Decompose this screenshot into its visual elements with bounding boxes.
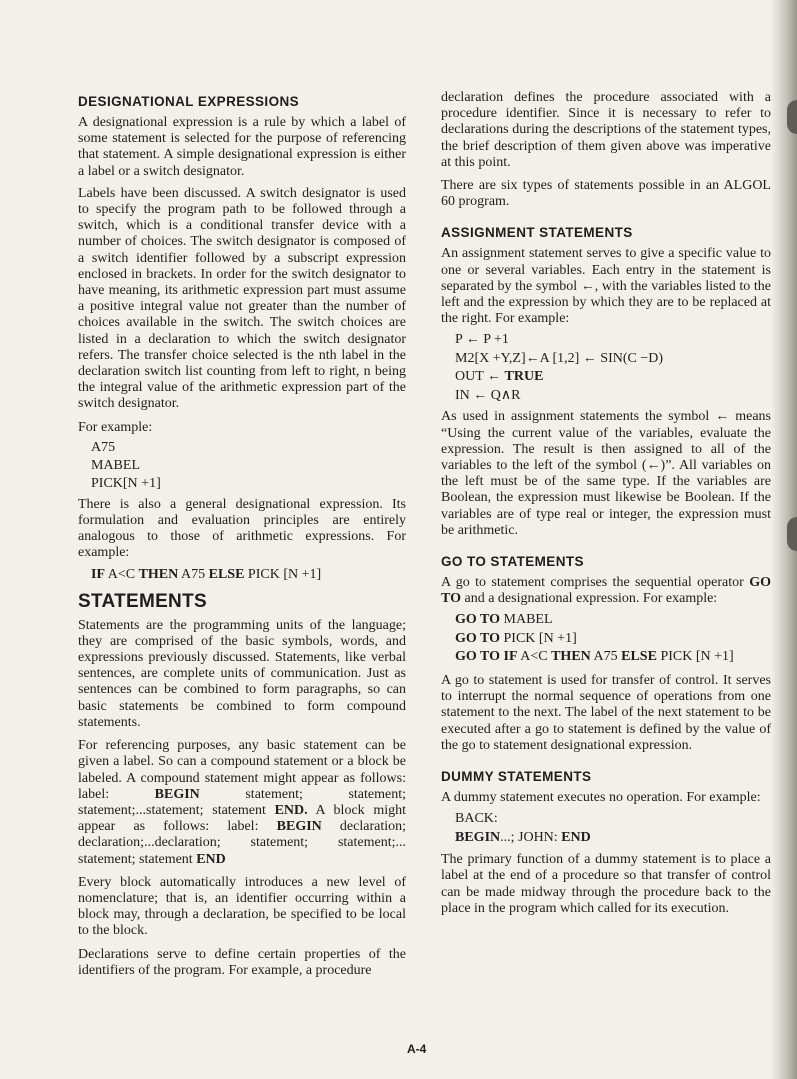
paragraph: Every block automatically introduces a new level of nomenclature; that is, an identifier occurring within a block may, through a declaration, be specified to be local to the block. [78,874,406,939]
example-block [441,611,771,667]
paragraph: Declarations serve to define certain properties of the identifiers of the program. For example, a procedure [78,946,406,978]
code-text: A75 [178,566,209,582]
example-line: MABEL [91,457,140,473]
example-line: PICK[N +1] [91,475,161,491]
paragraph [78,738,406,868]
paragraph [441,575,771,607]
heading-assignment-statements: ASSIGNMENT STATEMENTS [441,225,633,241]
right-column [441,90,771,917]
paragraph: Statements are the programming units of the language; they are comprised of the basic symbols, words, and expressions previously discussed. Statements, like verbal sentences, are complete units of communication. Just as sentences can be combined to form paragraphs, so can basic statements be combined to form compound statements. [78,617,406,730]
keyword: GO TO [441,575,771,607]
paragraph: A dummy statement executes no operation. For example: [441,789,761,805]
heading-statements: STATEMENTS [78,590,207,612]
text: statement; statement; statement;...statement; statement [78,786,406,818]
page-number: A-4 [407,1042,427,1056]
code-text: A<C [517,649,552,665]
heading-go-to-statements: GO TO STATEMENTS [441,554,584,570]
keyword: THEN [138,566,179,582]
example-block [441,331,771,405]
code-text: A75 [590,649,622,665]
code-text: OUT ← [455,369,505,385]
paragraph: An assignment statement serves to give a specific value to one or several variables. Each entry in the statement is separated by the symbol ←, with the variables listed to the left and the expression by which they are to be replaced at the right. For example: [441,246,771,327]
binder-hole-middle [787,517,797,551]
keyword: ELSE [621,649,657,665]
example-line: BACK: [455,811,498,827]
example-line [441,368,771,387]
keyword: IF [91,566,105,582]
left-column [78,90,406,979]
keyword: GO TO [455,612,501,628]
example-line: IN ← Q∧R [455,387,521,403]
code-text: ...; JOHN: [500,829,562,845]
keyword: ELSE [208,566,245,582]
paragraph: A go to statement is used for transfer of control. It serves to interrupt the normal sequence of operations from one statement to the next. The label of the next statement to be executed after a go to statement is defined by the value of the go to statement designational expression. [441,672,771,753]
paragraph: declaration defines the procedure associated with a procedure identifier. Since it is necessary to refer to declarations during the descriptions of the statement types, the brief description of them given above was imperative at this point. [441,90,771,170]
paragraph: There is also a general designational expression. Its formulation and evaluation principles are entirely analogous to those of arithmetic expressions. For example: [78,496,406,561]
text: declaration; declaration;...declaration; statement; statement;... statement; statement [78,819,407,867]
text: A block might appear as follows: label: [78,802,406,835]
code-text: PICK [N +1] [244,566,322,582]
paragraph: There are six types of statements possible in an ALGOL 60 program. [441,178,771,210]
paragraph: As used in assignment statements the symbol ← means “Using the current value of the variables, evaluate the expression. The result is then assigned to all of the variables to the left of the symbol (←)”. All variables on the left must be of the same type. If the variables are Boolean, the expression must likewise be Boolean. If the variables are of type real or integer, the expression must be arithmetic. [441,409,771,538]
code-text: MABEL [500,612,553,628]
code-text: A<C [105,566,139,582]
keyword: GO TO [455,630,501,646]
example-line [78,566,406,584]
keyword: BEGIN [154,786,200,802]
heading-designational-expressions: DESIGNATIONAL EXPRESSIONS [78,94,300,109]
keyword: END [196,851,226,867]
example-line: M2[X +Y,Z]←A [1,2] ← SIN(C −D) [455,350,664,366]
example-line: P ← P +1 [455,332,509,348]
keyword: END [561,829,591,845]
keyword: THEN [551,649,591,665]
heading-dummy-statements: DUMMY STATEMENTS [441,768,592,784]
paragraph: Labels have been discussed. A switch designator is used to specify the program path to be followed through a switch, which is a conditional transfer device with a number of choices. The switch designator is composed of a switch identifier followed by a subscript expression enclosed in brackets. In order for the switch designator to have meaning, its arithmetic expression part must assume a positive integral value not greater than the number of choices available in the switch. The switch choices are listed in a declaration to which the switch designator refers. The transfer choice selected is the nth label in the declaration switch list counting from left to right, n being the integral value of the arithmetic expression part of the switch designator. [78,185,406,412]
paragraph: A designational expression is a rule by which a label of some statement is selected for the purpose of referencing that statement. A simple designational expression is either a label or a switch designator. [78,115,406,179]
example-line [441,611,771,630]
keyword: GO TO IF [455,649,518,665]
keyword: END. [274,802,308,818]
example-block [441,810,771,847]
example-line [441,630,771,649]
code-text: PICK [N +1] [500,630,577,646]
binder-hole-top [787,100,797,134]
text: A go to statement comprises the sequential operator [441,575,750,591]
paragraph: The primary function of a dummy statement is to place a label at the end of a procedure so that transfer of control can be made midway through the procedure back to the place in the program which called for its execution. [441,852,771,916]
text: and a designational expression. For example: [460,591,718,607]
example-line [441,829,771,848]
text: For referencing purposes, any basic statement can be given a label. So can a compound statement or a block be labeled. A compound statement might appear as follows: label: [78,738,406,802]
keyword: BEGIN [455,829,501,845]
keyword: TRUE [504,369,544,385]
example-line: A75 [91,439,116,455]
example-block [78,439,406,493]
keyword: BEGIN [276,819,322,835]
example-line [441,648,771,667]
code-text: PICK [N +1] [656,649,734,665]
paragraph: For example: [78,419,153,435]
